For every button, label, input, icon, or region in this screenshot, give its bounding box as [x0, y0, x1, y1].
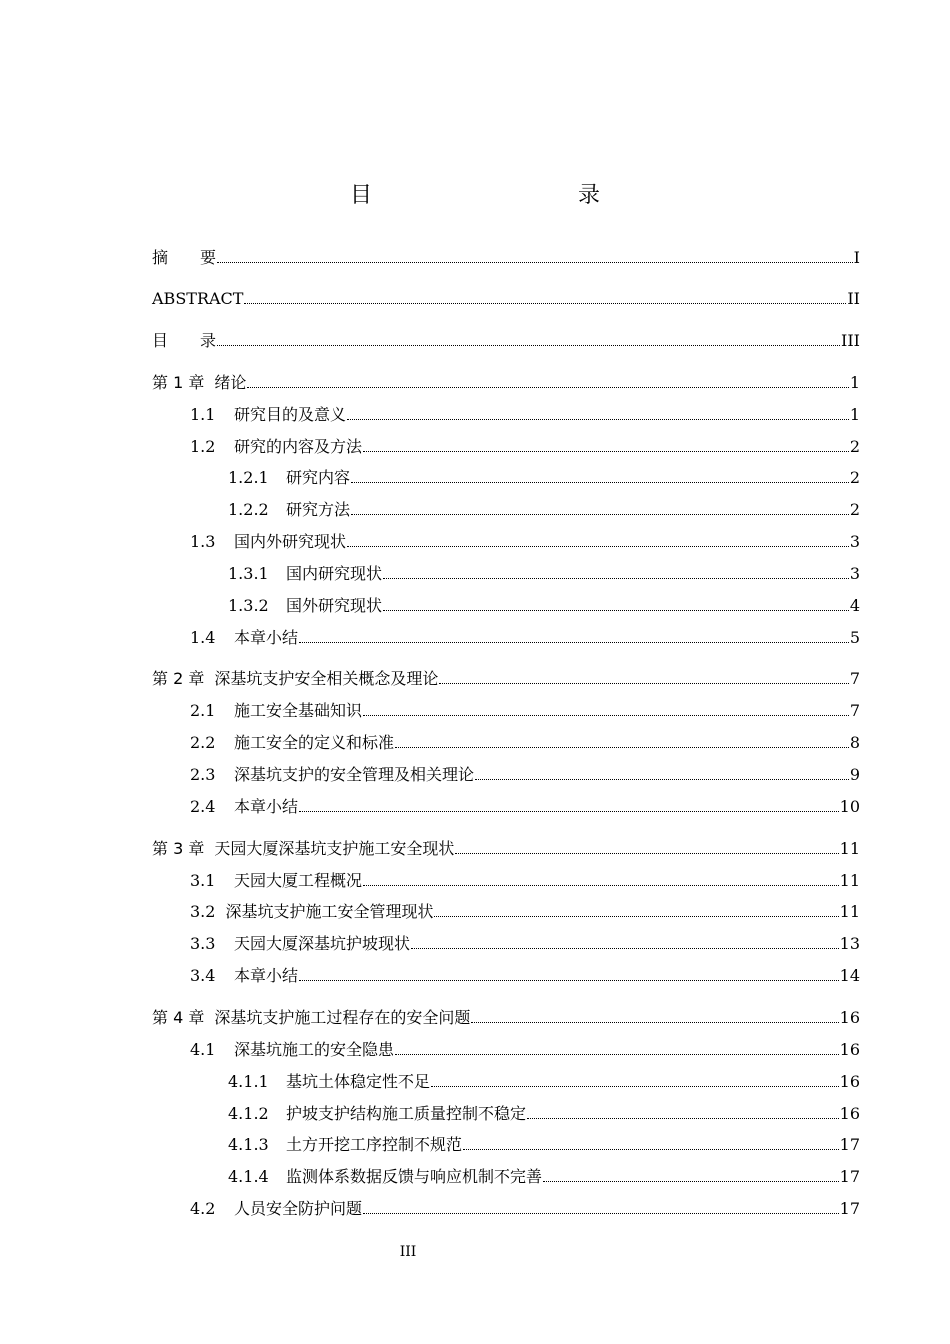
toc-entry-number: 第 2 章 [152, 669, 205, 688]
toc-entry-number: 2.4 [190, 797, 216, 816]
toc-entry[interactable] [152, 669, 860, 689]
toc-entry[interactable] [190, 934, 860, 954]
toc-entry-number: 3.4 [190, 966, 216, 985]
toc-entry-page: 16 [839, 1104, 860, 1123]
toc-entry[interactable] [190, 797, 860, 817]
toc-entry[interactable] [190, 1199, 860, 1219]
toc-dot-leader [383, 610, 849, 611]
toc-entry-page: 17 [839, 1167, 860, 1186]
toc-entry-page: I [853, 248, 860, 267]
toc-entry-label: 本章小结 [234, 628, 299, 647]
toc-entry-label: 天园大厦深基坑支护施工安全现状 [214, 839, 455, 858]
toc-entry-label: 摘 要 [152, 248, 217, 267]
toc-entry-number: 1.3 [190, 532, 216, 551]
toc-entry-page: 17 [839, 1135, 860, 1154]
toc-entry-number: 第 4 章 [152, 1008, 205, 1027]
toc-entry[interactable] [190, 966, 860, 986]
page-number: III [399, 1244, 417, 1260]
toc-entry-page: 11 [839, 871, 860, 890]
page-title: 目 录 [349, 183, 654, 208]
toc-dot-leader [395, 747, 849, 748]
toc-entry-label: 国内研究现状 [286, 564, 383, 583]
toc-entry-label: 人员安全防护问题 [234, 1199, 363, 1218]
toc-entry-page: 5 [849, 628, 860, 647]
toc-dot-leader [471, 1022, 838, 1023]
toc-entry[interactable] [228, 596, 860, 616]
toc-entry-page: 16 [839, 1040, 860, 1059]
toc-entry[interactable] [190, 628, 860, 648]
toc-entry-page: 2 [849, 500, 860, 519]
toc-entry-label: 土方开挖工序控制不规范 [286, 1135, 463, 1154]
toc-entry-label: 基坑土体稳定性不足 [286, 1072, 431, 1091]
toc-entry[interactable] [190, 902, 860, 922]
toc-entry-number: 3.1 [190, 871, 216, 890]
toc-dot-leader [431, 1086, 839, 1087]
toc-dot-leader [363, 451, 849, 452]
toc-entry-page: 3 [849, 532, 860, 551]
toc-entry-label: 天园大厦深基坑护坡现状 [234, 934, 411, 953]
toc-entry-number: 1.4 [190, 628, 216, 647]
toc-entry-label: 研究内容 [286, 468, 351, 487]
toc-dot-leader [395, 1054, 839, 1055]
toc-dot-leader [347, 419, 849, 420]
toc-entry[interactable] [190, 733, 860, 753]
toc-entry[interactable] [228, 468, 860, 488]
toc-entry-number: 4.1.2 [228, 1104, 269, 1123]
toc-dot-leader [351, 482, 849, 483]
toc-entry-page: 11 [839, 839, 860, 858]
toc-entry-label: 深基坑支护的安全管理及相关理论 [234, 765, 475, 784]
toc-dot-leader [351, 514, 849, 515]
toc-dot-leader [299, 811, 839, 812]
toc-entry-label: 天园大厦工程概况 [234, 871, 363, 890]
toc-entry[interactable] [228, 500, 860, 520]
toc-entry-page: 3 [849, 564, 860, 583]
toc-entry[interactable] [228, 1135, 860, 1155]
toc-entry-number: 第 3 章 [152, 839, 205, 858]
toc-dot-leader [299, 980, 839, 981]
toc-entry[interactable] [190, 437, 860, 457]
toc-entry-number: 2.3 [190, 765, 216, 784]
toc-entry[interactable] [228, 564, 860, 584]
toc-entry[interactable] [190, 1040, 860, 1060]
toc-entry-page: 16 [839, 1072, 860, 1091]
toc-entry-label: 国外研究现状 [286, 596, 383, 615]
toc-entry-label: 施工安全的定义和标准 [234, 733, 395, 752]
toc-dot-leader [217, 345, 840, 346]
toc-entry[interactable] [190, 871, 860, 891]
toc-entry-page: 14 [839, 966, 860, 985]
toc-entry[interactable] [152, 248, 860, 268]
toc-entry-number: 1.3.2 [228, 596, 269, 615]
toc-entry-label: 本章小结 [234, 966, 299, 985]
toc-entry-label: 深基坑支护施工过程存在的安全问题 [214, 1008, 471, 1027]
toc-entry[interactable] [152, 1008, 860, 1028]
toc-entry[interactable] [190, 701, 860, 721]
toc-dot-leader [463, 1149, 839, 1150]
toc-entry-label: 深基坑施工的安全隐患 [234, 1040, 395, 1059]
toc-entry-number: 3.3 [190, 934, 216, 953]
toc-entry[interactable] [152, 373, 860, 393]
toc-entry[interactable] [190, 765, 860, 785]
toc-dot-leader [455, 853, 838, 854]
toc-entry-number: 第 1 章 [152, 373, 205, 392]
toc-entry-number: 4.1 [190, 1040, 216, 1059]
toc-entry-page: 13 [839, 934, 860, 953]
toc-entry-page: 10 [839, 797, 860, 816]
toc-dot-leader [439, 683, 848, 684]
toc-entry-label: 护坡支护结构施工质量控制不稳定 [286, 1104, 527, 1123]
toc-entry-label: 本章小结 [234, 797, 299, 816]
toc-entry-number: 2.1 [190, 701, 216, 720]
toc-entry[interactable] [152, 331, 860, 351]
toc-entry-page: 7 [849, 669, 860, 688]
toc-dot-leader [383, 578, 849, 579]
toc-dot-leader [363, 1213, 839, 1214]
toc-dot-leader [244, 303, 846, 304]
toc-entry-label: 深基坑支护施工安全管理现状 [225, 902, 434, 921]
toc-entry-label: 深基坑支护安全相关概念及理论 [214, 669, 439, 688]
toc-entry-label: ABSTRACT [152, 289, 244, 308]
toc-dot-leader [363, 885, 839, 886]
toc-entry[interactable] [190, 405, 860, 425]
toc-entry-page: 2 [849, 437, 860, 456]
toc-entry-number: 4.1.1 [228, 1072, 269, 1091]
toc-entry-number: 1.2.1 [228, 468, 269, 487]
toc-entry[interactable] [228, 1104, 860, 1124]
toc-entry-page: 1 [849, 405, 860, 424]
toc-entry-page: 16 [839, 1008, 860, 1027]
toc-entry-number: 2.2 [190, 733, 216, 752]
toc-entry-page: 17 [839, 1199, 860, 1218]
toc-entry-label: 研究的内容及方法 [234, 437, 363, 456]
toc-entry-number: 1.2 [190, 437, 216, 456]
toc-entry-label: 施工安全基础知识 [234, 701, 363, 720]
toc-entry[interactable] [152, 289, 860, 309]
toc-entry-number: 1.1 [190, 405, 216, 424]
toc-entry-number: 1.3.1 [228, 564, 269, 583]
toc-entry-label: 绪论 [214, 373, 247, 392]
toc-dot-leader [347, 546, 849, 547]
toc-entry-page: 2 [849, 468, 860, 487]
toc-dot-leader [217, 262, 853, 263]
toc-entry-number: 4.1.4 [228, 1167, 269, 1186]
toc-entry-page: 11 [839, 902, 860, 921]
toc-dot-leader [247, 387, 848, 388]
toc-entry-number: 4.2 [190, 1199, 216, 1218]
toc-entry-number: 3.2 [190, 902, 216, 921]
toc-entry-page: 9 [849, 765, 860, 784]
toc-entry-label: 研究目的及意义 [234, 405, 347, 424]
toc-entry[interactable] [228, 1167, 860, 1187]
toc-entry-page: 4 [849, 596, 860, 615]
toc-dot-leader [299, 642, 849, 643]
toc-entry-number: 1.2.2 [228, 500, 269, 519]
toc-entry-number: 4.1.3 [228, 1135, 269, 1154]
toc-dot-leader [543, 1181, 839, 1182]
toc-entry[interactable] [152, 839, 860, 859]
toc-entry-label: 目 录 [152, 331, 217, 350]
toc-entry-page: II [847, 289, 860, 308]
toc-entry-page: 7 [849, 701, 860, 720]
toc-entry-label: 国内外研究现状 [234, 532, 347, 551]
toc-dot-leader [434, 916, 838, 917]
toc-entry[interactable] [228, 1072, 860, 1092]
toc-dot-leader [411, 948, 839, 949]
toc-entry-page: 1 [849, 373, 860, 392]
toc-dot-leader [475, 779, 849, 780]
toc-entry-label: 研究方法 [286, 500, 351, 519]
toc-entry-label: 监测体系数据反馈与响应机制不完善 [286, 1167, 543, 1186]
toc-entry[interactable] [190, 532, 860, 552]
toc-entry-page: III [841, 331, 860, 350]
toc-entry-page: 8 [849, 733, 860, 752]
toc-dot-leader [527, 1118, 839, 1119]
toc-dot-leader [363, 715, 849, 716]
